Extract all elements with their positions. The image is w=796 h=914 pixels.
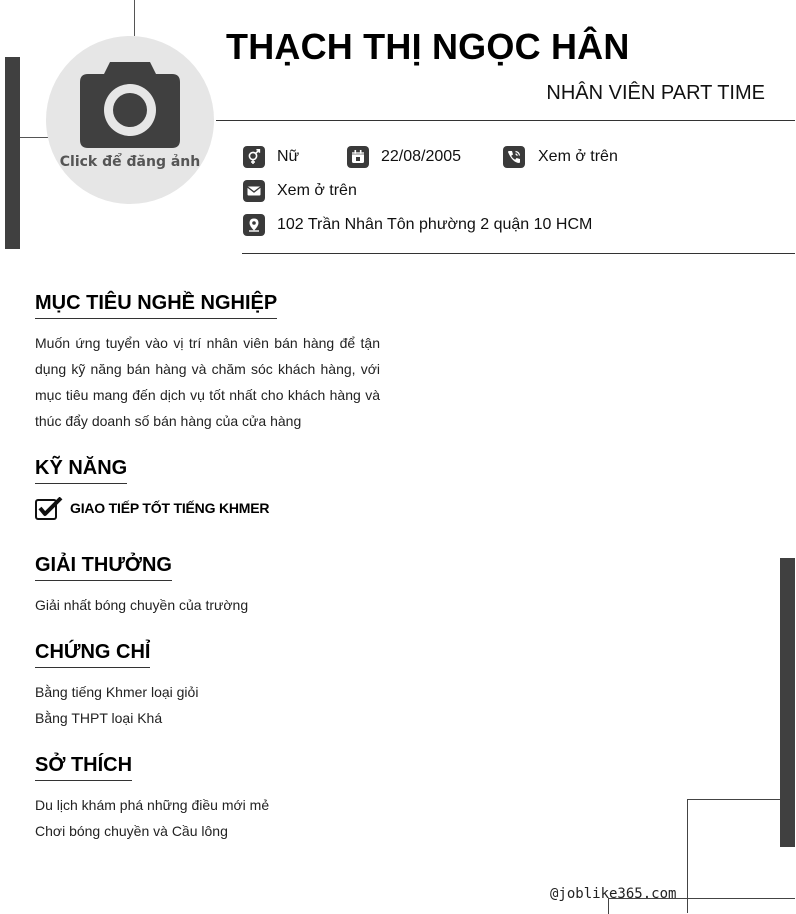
avatar-upload-label[interactable]: Click để đăng ảnh	[59, 154, 201, 170]
email-value: Xem ở trên	[277, 182, 357, 199]
address-value: 102 Trần Nhân Tôn phường 2 quận 10 HCM	[277, 216, 593, 233]
left-decor-bar	[5, 57, 20, 249]
skills-heading: KỸ NĂNG	[35, 457, 127, 484]
objective-heading: MỤC TIÊU NGHỀ NGHIỆP	[35, 292, 277, 319]
right-decor-bar	[780, 558, 795, 847]
awards-heading: GIẢI THƯỞNG	[35, 554, 172, 581]
watermark: @joblike365.com	[550, 886, 677, 902]
award-item: Giải nhất bóng chuyền của trường	[35, 597, 249, 613]
contact-divider	[242, 253, 795, 254]
candidate-name: THẠCH THỊ NGỌC HÂN	[226, 26, 630, 67]
gender-value: Nữ	[277, 148, 300, 165]
certificate-item: Bằng tiếng Khmer loại giỏi	[35, 684, 199, 700]
hobby-item: Du lịch khám phá những điều mới mẻ	[35, 797, 270, 813]
camera-icon	[80, 60, 180, 148]
certificates-heading: CHỨNG CHỈ	[35, 641, 150, 668]
hobbies-heading: SỞ THÍCH	[35, 754, 132, 781]
certificate-item: Bằng THPT loại Khá	[35, 710, 163, 726]
job-position: NHÂN VIÊN PART TIME	[546, 82, 765, 104]
skill-item: GIAO TIẾP TỐT TIẾNG KHMER	[70, 500, 270, 516]
phone-value: Xem ở trên	[538, 148, 618, 165]
corner-frame	[687, 799, 780, 913]
gender-icon	[243, 146, 265, 168]
mail-icon	[243, 180, 265, 202]
checkbox-checked-icon	[35, 497, 63, 521]
location-icon	[243, 214, 265, 236]
objective-text: Muốn ứng tuyển vào vị trí nhân viên bán hàng để tận dụng kỹ năng bán hàng và chăm sóc khách hàng, với mục tiêu mang đến dịch vụ tốt nhất cho khách hàng và thúc đẩy doanh số bán hàng của cửa hàng	[35, 335, 380, 429]
calendar-icon	[347, 146, 369, 168]
phone-icon	[503, 146, 525, 168]
avatar-divider-line	[20, 137, 48, 138]
birthday-value: 22/08/2005	[381, 148, 462, 165]
header-divider	[216, 120, 795, 121]
hobby-item: Chơi bóng chuyền và Cầu lông	[35, 823, 228, 839]
top-divider-line	[134, 0, 135, 36]
